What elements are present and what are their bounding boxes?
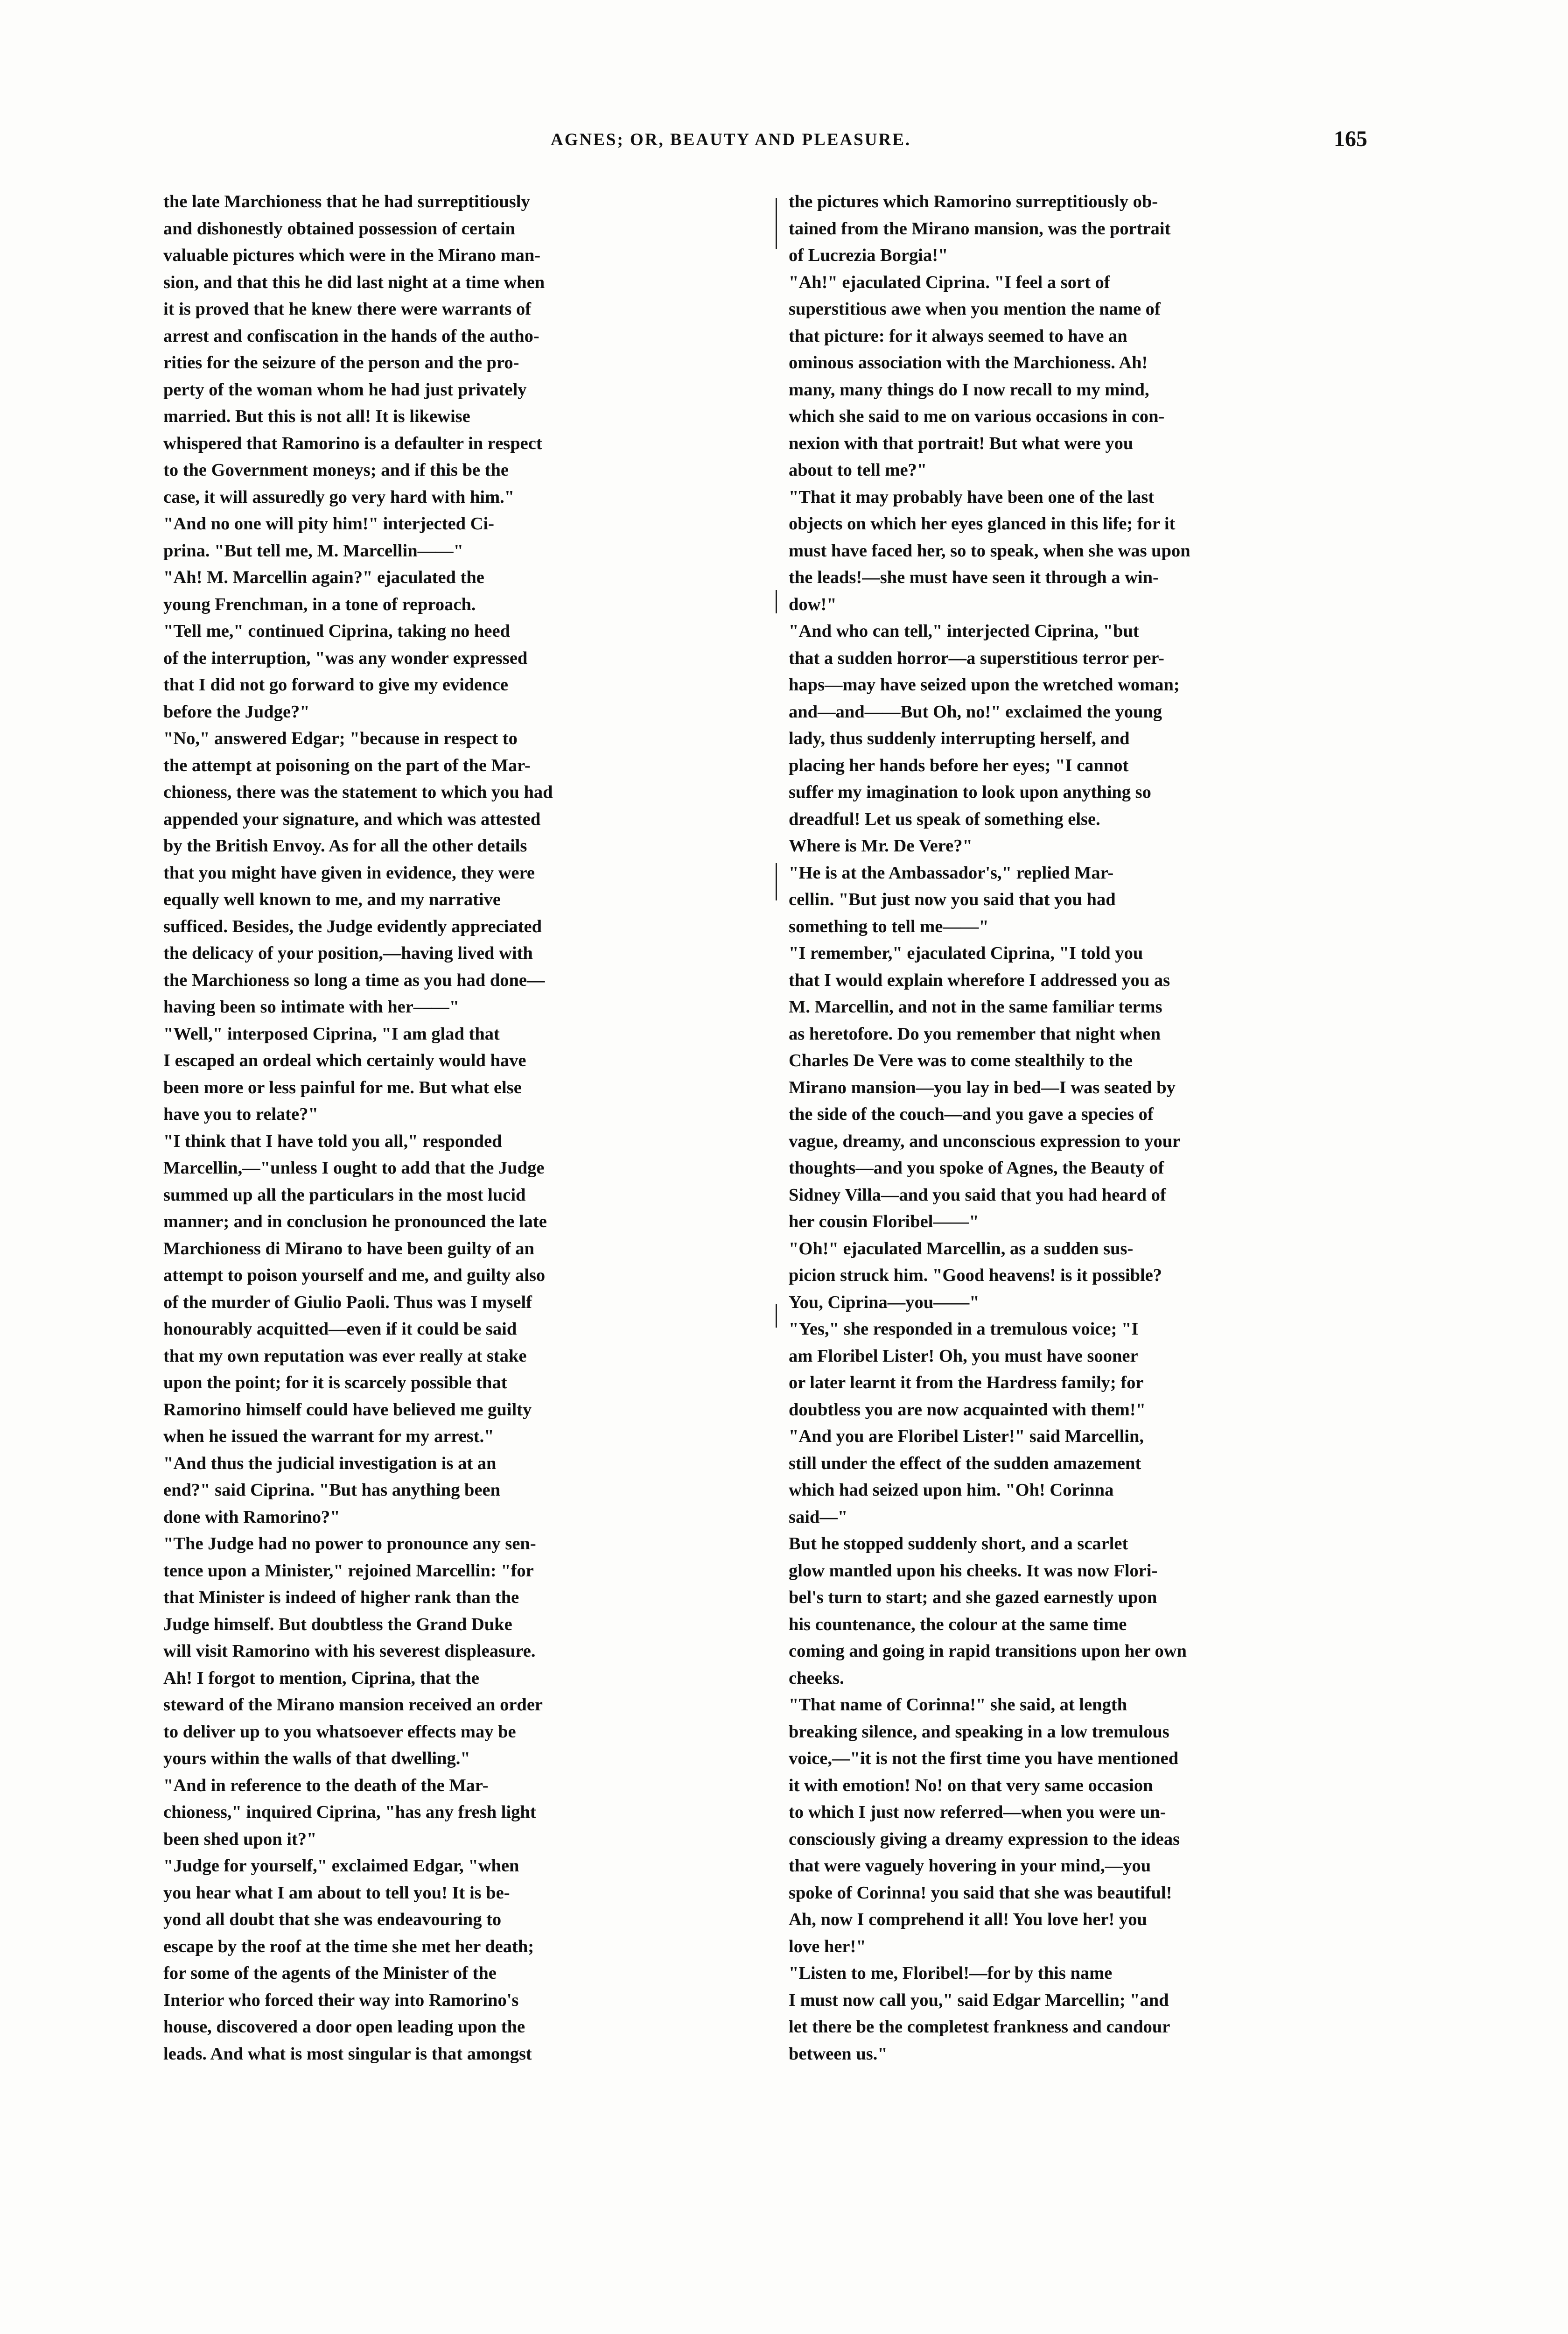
text-line: sufficed. Besides, the Judge evidently appreciated bbox=[163, 916, 542, 936]
text-line: vague, dreamy, and unconscious expression to your bbox=[789, 1131, 1181, 1151]
text-line: am Floribel Lister! Oh, you must have sooner bbox=[789, 1346, 1138, 1366]
text-line: I escaped an ordeal which certainly would have bbox=[163, 1051, 526, 1070]
text-line: dow!" bbox=[789, 594, 837, 614]
text-line: case, it will assuredly go very hard with him." bbox=[163, 487, 515, 507]
text-line: between us." bbox=[789, 2044, 888, 2064]
text-line: appended your signature, and which was attested bbox=[163, 809, 541, 829]
text-line: prina. "But tell me, M. Marcellin——" bbox=[163, 541, 463, 561]
text-line: whispered that Ramorino is a defaulter in respect bbox=[163, 433, 542, 453]
text-line: suffer my imagination to look upon anything so bbox=[789, 782, 1151, 802]
text-line: steward of the Mirano mansion received an order bbox=[163, 1695, 543, 1715]
text-line: dreadful! Let us speak of something else. bbox=[789, 809, 1100, 829]
text-line: the Marchioness so long a time as you had done— bbox=[163, 970, 545, 990]
text-line: when he issued the warrant for my arrest." bbox=[163, 1427, 494, 1446]
text-line: "The Judge had no power to pronounce any sen- bbox=[163, 1534, 536, 1554]
text-line: placing her hands before her eyes; "I cannot bbox=[789, 755, 1129, 775]
text-line: the leads!—she must have seen it through a win- bbox=[789, 568, 1159, 587]
text-line: the late Marchioness that he had surreptitiously bbox=[163, 192, 530, 211]
text-line: will visit Ramorino with his severest displeasure. bbox=[163, 1641, 536, 1661]
text-line: Where is Mr. De Vere?" bbox=[789, 836, 973, 856]
text-line: breaking silence, and speaking in a low tremulous bbox=[789, 1722, 1169, 1742]
text-line: "And thus the judicial investigation is at an bbox=[163, 1453, 497, 1473]
text-line: Ramorino himself could have believed me guilty bbox=[163, 1399, 532, 1420]
text-line: or later learnt it from the Hardress family; for bbox=[789, 1373, 1144, 1392]
text-line: having been so intimate with her——" bbox=[163, 997, 460, 1017]
gutter-mark bbox=[776, 863, 777, 900]
text-line: "Well," interposed Ciprina, "I am glad that bbox=[163, 1024, 500, 1044]
text-line: the attempt at poisoning on the part of the Mar- bbox=[163, 755, 531, 775]
text-line: "And who can tell," interjected Ciprina, "but bbox=[789, 621, 1139, 641]
text-line: tence upon a Minister," rejoined Marcellin: "for bbox=[163, 1561, 534, 1581]
text-line: superstitious awe when you mention the name of bbox=[789, 299, 1161, 319]
text-line: the pictures which Ramorino surreptitiously ob- bbox=[789, 192, 1158, 211]
text-line: equally well known to me, and my narrative bbox=[163, 890, 501, 909]
text-line: nexion with that portrait! But what were you bbox=[789, 433, 1134, 453]
text-line: Mirano mansion—you lay in bed—I was seated by bbox=[789, 1077, 1176, 1097]
text-line: spoke of Corinna! you said that she was beautiful! bbox=[789, 1883, 1172, 1903]
text-line: Marcellin,—"unless I ought to add that the Judge bbox=[163, 1158, 545, 1178]
running-head-title: AGNES; OR, BEAUTY AND PLEASURE. bbox=[551, 130, 911, 149]
text-line: lady, thus suddenly interrupting herself, and bbox=[789, 729, 1130, 748]
text-line: "I think that I have told you all," responded bbox=[163, 1131, 502, 1151]
text-line: married. But this is not all! It is likewise bbox=[163, 407, 470, 426]
text-line: to the Government moneys; and if this be the bbox=[163, 460, 509, 480]
text-line: that Minister is indeed of higher rank than the bbox=[163, 1588, 519, 1607]
text-line: escape by the roof at the time she met her death; bbox=[163, 1936, 534, 1956]
text-line: manner; and in conclusion he pronounced the late bbox=[163, 1212, 547, 1231]
text-line: the side of the couch—and you gave a species of bbox=[789, 1104, 1154, 1124]
text-line: upon the point; for it is scarcely possible that bbox=[163, 1373, 507, 1392]
text-line: "Listen to me, Floribel!—for by this name bbox=[789, 1963, 1113, 1983]
text-line: perty of the woman whom he had just privately bbox=[163, 380, 527, 400]
text-line: "He is at the Ambassador's," replied Mar- bbox=[789, 863, 1114, 883]
text-line: Ah, now I comprehend it all! You love her! you bbox=[789, 1910, 1147, 1929]
text-line: thoughts—and you spoke of Agnes, the Beauty of bbox=[789, 1158, 1164, 1178]
text-line: of Lucrezia Borgia!" bbox=[789, 246, 948, 265]
text-line: objects on which her eyes glanced in this life; for it bbox=[789, 514, 1176, 534]
text-line: "That name of Corinna!" she said, at length bbox=[789, 1695, 1127, 1715]
text-line: that you might have given in evidence, they were bbox=[163, 863, 535, 883]
text-line: been more or less painful for me. But what else bbox=[163, 1077, 522, 1097]
text-line: coming and going in rapid transitions upon her own bbox=[789, 1641, 1187, 1661]
text-line: that were vaguely hovering in your mind,—you bbox=[789, 1856, 1151, 1876]
text-line: cheeks. bbox=[789, 1668, 844, 1688]
text-line: said—" bbox=[789, 1507, 848, 1527]
text-line: must have faced her, so to speak, when she was upon bbox=[789, 541, 1190, 561]
text-line: sion, and that this he did last night at a time when bbox=[163, 272, 545, 292]
text-line: Judge himself. But doubtless the Grand Duke bbox=[163, 1614, 512, 1634]
text-line: "I remember," ejaculated Ciprina, "I told you bbox=[789, 943, 1143, 963]
text-line: "And in reference to the death of the Mar- bbox=[163, 1775, 489, 1795]
text-line: end?" said Ciprina. "But has anything been bbox=[163, 1480, 501, 1500]
text-line: many, many things do I now recall to my mind, bbox=[789, 380, 1149, 400]
text-line: M. Marcellin, and not in the same familiar terms bbox=[789, 997, 1162, 1017]
text-line: voice,—"it is not the first time you have mentioned bbox=[789, 1749, 1179, 1768]
text-line: "And you are Floribel Lister!" said Marcellin, bbox=[789, 1427, 1144, 1446]
text-line: "That it may probably have been one of the last bbox=[789, 487, 1155, 507]
text-line: chioness," inquired Ciprina, "has any fresh light bbox=[163, 1802, 536, 1822]
text-line: as heretofore. Do you remember that night when bbox=[789, 1024, 1161, 1044]
column-gutter-marks bbox=[774, 189, 779, 2334]
text-line: which had seized upon him. "Oh! Corinna bbox=[789, 1480, 1114, 1500]
text-line: her cousin Floribel——" bbox=[789, 1212, 979, 1231]
text-line: Marchioness di Mirano to have been guilty of an bbox=[163, 1238, 534, 1258]
left-text-column bbox=[163, 189, 765, 2067]
text-line: of the murder of Giulio Paoli. Thus was I myself bbox=[163, 1292, 532, 1312]
text-line: leads. And what is most singular is that amongst bbox=[163, 2044, 532, 2064]
text-line: yond all doubt that she was endeavouring to bbox=[163, 1910, 502, 1929]
text-line: that I did not go forward to give my evidence bbox=[163, 675, 508, 695]
text-line: chioness, there was the statement to which you had bbox=[163, 782, 553, 802]
page-number: 165 bbox=[1334, 127, 1367, 151]
text-line: attempt to poison yourself and me, and guilty also bbox=[163, 1265, 546, 1285]
text-line: Sidney Villa—and you said that you had heard of bbox=[789, 1185, 1166, 1205]
text-line: rities for the seizure of the person and the pro- bbox=[163, 353, 519, 373]
text-line: that my own reputation was ever really at stake bbox=[163, 1346, 527, 1366]
text-line: haps—may have seized upon the wretched woman; bbox=[789, 675, 1180, 695]
text-line: his countenance, the colour at the same time bbox=[789, 1614, 1127, 1634]
text-line: Charles De Vere was to come stealthily to the bbox=[789, 1051, 1133, 1070]
text-line: Ah! I forgot to mention, Ciprina, that the bbox=[163, 1668, 479, 1688]
text-line: bel's turn to start; and she gazed earnestly upon bbox=[789, 1588, 1157, 1607]
text-line: something to tell me——" bbox=[789, 916, 989, 936]
text-line: "And no one will pity him!" interjected Ci- bbox=[163, 514, 494, 534]
text-line: "Ah!" ejaculated Ciprina. "I feel a sort of bbox=[789, 272, 1110, 292]
text-line: ominous association with the Marchioness. Ah! bbox=[789, 353, 1148, 373]
text-line: "Tell me," continued Ciprina, taking no heed bbox=[163, 621, 510, 641]
text-line: house, discovered a door open leading upon the bbox=[163, 2017, 525, 2037]
text-line: the delicacy of your position,—having lived with bbox=[163, 943, 533, 963]
text-line: cellin. "But just now you said that you had bbox=[789, 890, 1116, 909]
text-line: "Judge for yourself," exclaimed Edgar, "when bbox=[163, 1856, 519, 1876]
right-text-column bbox=[789, 189, 1391, 2067]
text-line: before the Judge?" bbox=[163, 702, 310, 722]
text-line: been shed upon it?" bbox=[163, 1829, 317, 1849]
text-line: to deliver up to you whatsoever effects may be bbox=[163, 1722, 516, 1742]
text-line: that a sudden horror—a superstitious terror per- bbox=[789, 648, 1164, 668]
text-line: young Frenchman, in a tone of reproach. bbox=[163, 594, 476, 614]
text-line: it with emotion! No! on that very same occasion bbox=[789, 1775, 1153, 1795]
text-line: doubtless you are now acquainted with them!" bbox=[789, 1399, 1146, 1420]
gutter-mark bbox=[776, 590, 777, 613]
text-line: that picture: for it always seemed to have an bbox=[789, 326, 1127, 346]
text-line: which she said to me on various occasions in con- bbox=[789, 407, 1165, 426]
text-line: you hear what I am about to tell you! It is be- bbox=[163, 1883, 510, 1903]
text-line: "Yes," she responded in a tremulous voice; "I bbox=[789, 1319, 1139, 1339]
text-line: glow mantled upon his cheeks. It was now Flori- bbox=[789, 1561, 1158, 1581]
text-line: and—and——But Oh, no!" exclaimed the young bbox=[789, 702, 1162, 722]
text-line: have you to relate?" bbox=[163, 1104, 318, 1124]
text-line: honourably acquitted—even if it could be said bbox=[163, 1319, 517, 1339]
text-line: Interior who forced their way into Ramorino's bbox=[163, 1990, 519, 2010]
text-line: to which I just now referred—when you were un- bbox=[789, 1802, 1166, 1822]
text-line: it is proved that he knew there were warrants of bbox=[163, 299, 532, 319]
text-line: that I would explain wherefore I addressed you as bbox=[789, 970, 1170, 990]
text-line: tained from the Mirano mansion, was the portrait bbox=[789, 218, 1171, 239]
text-line: You, Ciprina—you——" bbox=[789, 1292, 980, 1312]
text-line: by the British Envoy. As for all the other details bbox=[163, 836, 527, 856]
text-line: done with Ramorino?" bbox=[163, 1507, 340, 1527]
text-line: and dishonestly obtained possession of certain bbox=[163, 218, 516, 239]
text-line: But he stopped suddenly short, and a scarlet bbox=[789, 1534, 1128, 1554]
text-line: valuable pictures which were in the Mirano man- bbox=[163, 246, 541, 265]
text-line: "No," answered Edgar; "because in respect to bbox=[163, 729, 518, 748]
text-line: consciously giving a dreamy expression to the ideas bbox=[789, 1829, 1180, 1849]
text-line: of the interruption, "was any wonder expressed bbox=[163, 648, 528, 668]
text-line: yours within the walls of that dwelling." bbox=[163, 1749, 470, 1768]
text-line: love her!" bbox=[789, 1936, 866, 1956]
text-line: about to tell me?" bbox=[789, 460, 927, 480]
text-line: still under the effect of the sudden amazement bbox=[789, 1453, 1141, 1473]
text-line: let there be the completest frankness and candour bbox=[789, 2017, 1170, 2037]
text-line: arrest and confiscation in the hands of the autho- bbox=[163, 326, 539, 346]
text-line: picion struck him. "Good heavens! is it possible? bbox=[789, 1265, 1162, 1285]
text-line: summed up all the particulars in the most lucid bbox=[163, 1185, 526, 1205]
text-line: "Ah! M. Marcellin again?" ejaculated the bbox=[163, 568, 484, 587]
text-line: "Oh!" ejaculated Marcellin, as a sudden sus- bbox=[789, 1238, 1134, 1258]
text-line: I must now call you," said Edgar Marcellin; "and bbox=[789, 1990, 1169, 2010]
gutter-mark bbox=[776, 198, 777, 249]
text-line: for some of the agents of the Minister of the bbox=[163, 1963, 497, 1983]
gutter-mark bbox=[776, 1304, 777, 1328]
